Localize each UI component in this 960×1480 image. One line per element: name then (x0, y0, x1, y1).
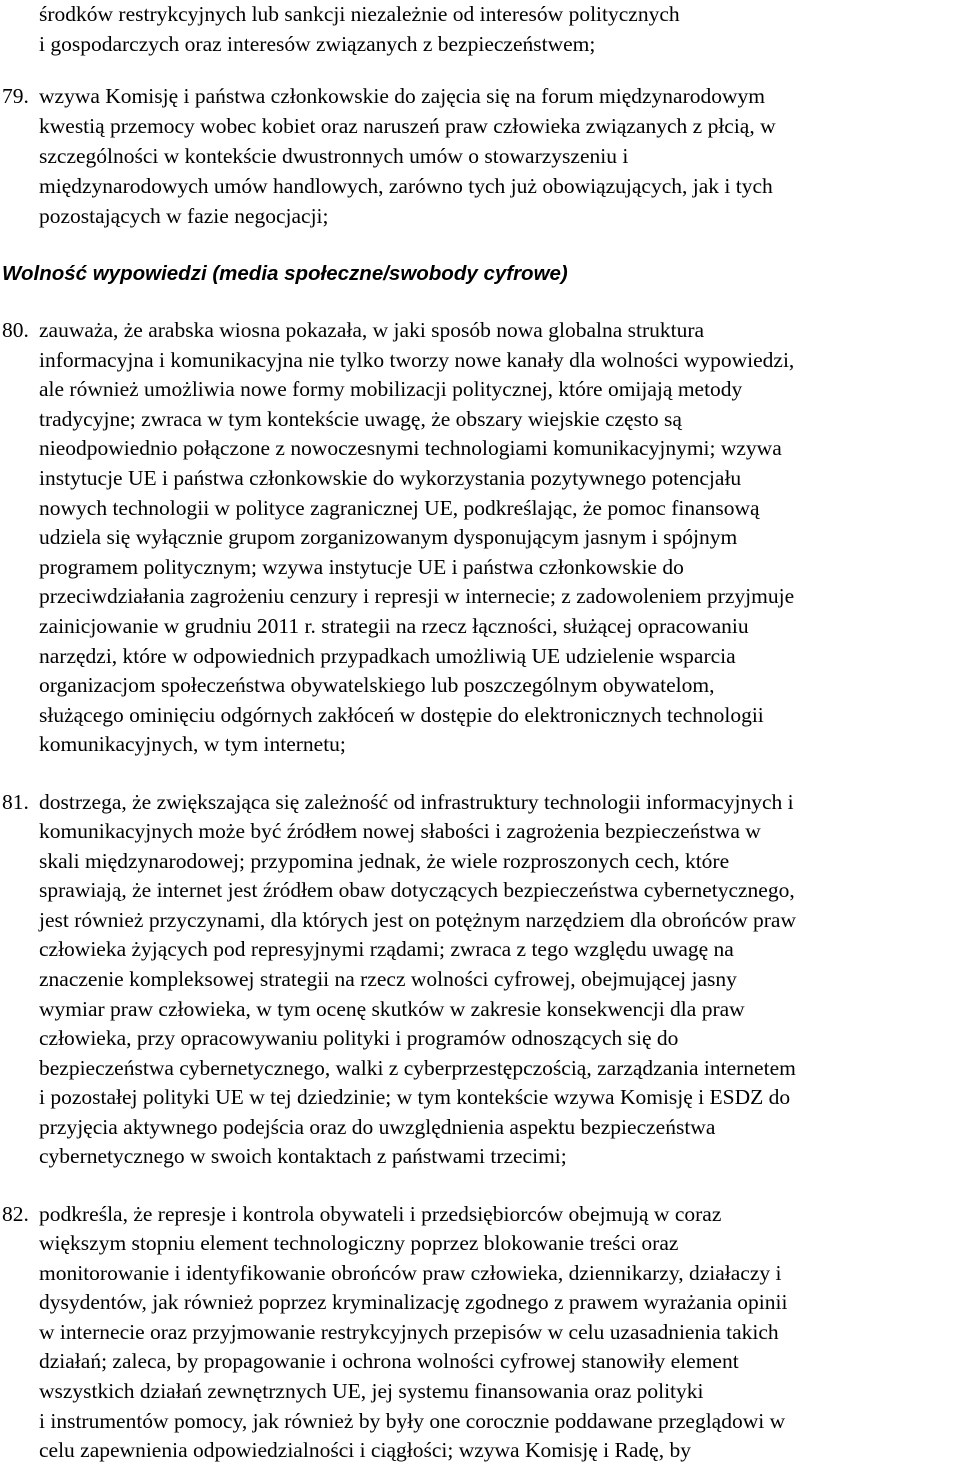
text-line: udziela się wyłącznie grupom zorganizowanym dysponującym jasnym i spójnym (39, 525, 738, 549)
text-line: i gospodarczych oraz interesów związanych z bezpieczeństwem; (39, 32, 596, 56)
text-line: i pozostałej polityki UE w tej dziedzinie; w tym kontekście wzywa Komisję i ESDZ do (39, 1085, 791, 1109)
text-line: monitorowanie i identyfikowanie obrońców praw człowieka, dziennikarzy, działaczy i (39, 1261, 782, 1285)
text-line: i instrumentów pomocy, jak również by były one corocznie poddawane przeglądowi w (39, 1409, 786, 1433)
text-line: informacyjna i komunikacyjna nie tylko tworzy nowe kanały dla wolności wypowiedzi, (39, 348, 795, 372)
text-line: w internecie oraz przyjmowanie restrykcyjnych przepisów w celu uzasadnienia takich (39, 1320, 779, 1344)
text-line: ale również umożliwia nowe formy mobilizacji politycznej, które omijają metody (39, 377, 743, 401)
text-line: służącego ominięciu odgórnych zakłóceń w dostępie do elektronicznych technologii (39, 703, 764, 727)
text-line: szczególności w kontekście dwustronnych umów o stowarzyszeniu i (39, 144, 629, 168)
text-line: wszystkich działań zewnętrznych UE, jej systemu finansowania oraz polityki (39, 1379, 704, 1403)
text-line: pozostających w fazie negocjacji; (39, 204, 329, 228)
text-line: działań; zaleca, by propagowanie i ochrona wolności cyfrowej stanowiły element (39, 1349, 739, 1373)
text-line: celu zapewnienia odpowiedzialności i ciągłości; wzywa Komisję i Radę, by (39, 1438, 691, 1462)
text-line: sprawiają, że internet jest źródłem obaw dotyczących bezpieczeństwa cybernetycznego, (39, 878, 795, 902)
text-line: zauważa, że arabska wiosna pokazała, w jaki sposób nowa globalna struktura (39, 318, 705, 342)
text-line: cybernetycznego w swoich kontaktach z państwami trzecimi; (39, 1144, 567, 1168)
paragraph-number: 81. (2, 790, 29, 814)
text-line: człowieka żyjących pod represyjnymi rządami; zwraca z tego względu uwagę na (39, 937, 734, 961)
paragraph-number: 82. (2, 1202, 29, 1226)
text-line: komunikacyjnych może być źródłem nowej słabości i zagrożenia bezpieczeństwa w (39, 819, 761, 843)
text-line: nowych technologii w polityce zagranicznej UE, podkreślając, że pomoc finansową (39, 496, 760, 520)
text-line: tradycyjne; zwraca w tym kontekście uwagę, że obszary wiejskie często są (39, 407, 682, 431)
section-heading: Wolność wypowiedzi (media społeczne/swobody cyfrowe) (2, 262, 568, 285)
paragraph-number: 79. (2, 84, 29, 108)
text-line: większym stopniu element technologiczny poprzez blokowanie treści oraz (39, 1231, 679, 1255)
text-line: organizacjom społeczeństwa obywatelskiego lub poszczególnym obywatelom, (39, 673, 715, 697)
text-line: przyjęcia aktywnego podejścia oraz do uwzględnienia aspektu bezpieczeństwa (39, 1115, 716, 1139)
text-line: narzędzi, które w odpowiednich przypadkach umożliwią UE udzielenie wsparcia (39, 644, 736, 668)
text-line: kwestią przemocy wobec kobiet oraz naruszeń praw człowieka związanych z płcią, w (39, 114, 776, 138)
text-line: jest również przyczynami, dla których jest on potężnym narzędziem dla obrońców praw (39, 908, 797, 932)
text-line: dostrzega, że zwiększająca się zależność od infrastruktury technologii informacyjnych i (39, 790, 794, 814)
text-line: wymiar praw człowieka, w tym ocenę skutków w zakresie konsekwencji dla praw (39, 997, 745, 1021)
text-line: komunikacyjnych, w tym internetu; (39, 732, 346, 756)
text-line: człowieka, przy opracowywaniu polityki i programów odnoszących się do (39, 1026, 679, 1050)
text-line: międzynarodowych umów handlowych, zarówno tych już obowiązujących, jak i tych (39, 174, 773, 198)
text-line: instytucje UE i państwa członkowskie do wykorzystania pozytywnego potencjału (39, 466, 742, 490)
text-line: skali międzynarodowej; przypomina jednak, że wiele rozproszonych cech, które (39, 849, 730, 873)
text-line: środków restrykcyjnych lub sankcji niezależnie od interesów politycznych (39, 2, 680, 26)
text-line: zainicjowanie w grudniu 2011 r. strategii na rzecz łączności, służącej opracowaniu (39, 614, 749, 638)
text-line: bezpieczeństwa cybernetycznego, walki z cyberprzestępczością, zarządzania internetem (39, 1056, 796, 1080)
text-line: przeciwdziałania zagrożeniu cenzury i represji w internecie; z zadowoleniem przyjmuje (39, 584, 795, 608)
text-line: programem politycznym; wzywa instytucje UE i państwa członkowskie do (39, 555, 684, 579)
paragraph-number: 80. (2, 318, 29, 342)
text-line: dysydentów, jak również poprzez kryminalizację zgodnego z prawem wyrażania opinii (39, 1290, 788, 1314)
text-line: nieodpowiednio połączone z nowoczesnymi technologiami komunikacyjnymi; wzywa (39, 436, 782, 460)
text-line: znaczenie kompleksowej strategii na rzecz wolności cyfrowej, obejmującej jasny (39, 967, 737, 991)
text-line: podkreśla, że represje i kontrola obywateli i przedsiębiorców obejmują w coraz (39, 1202, 722, 1226)
text-line: wzywa Komisję i państwa członkowskie do zajęcia się na forum międzynarodowym (39, 84, 766, 108)
